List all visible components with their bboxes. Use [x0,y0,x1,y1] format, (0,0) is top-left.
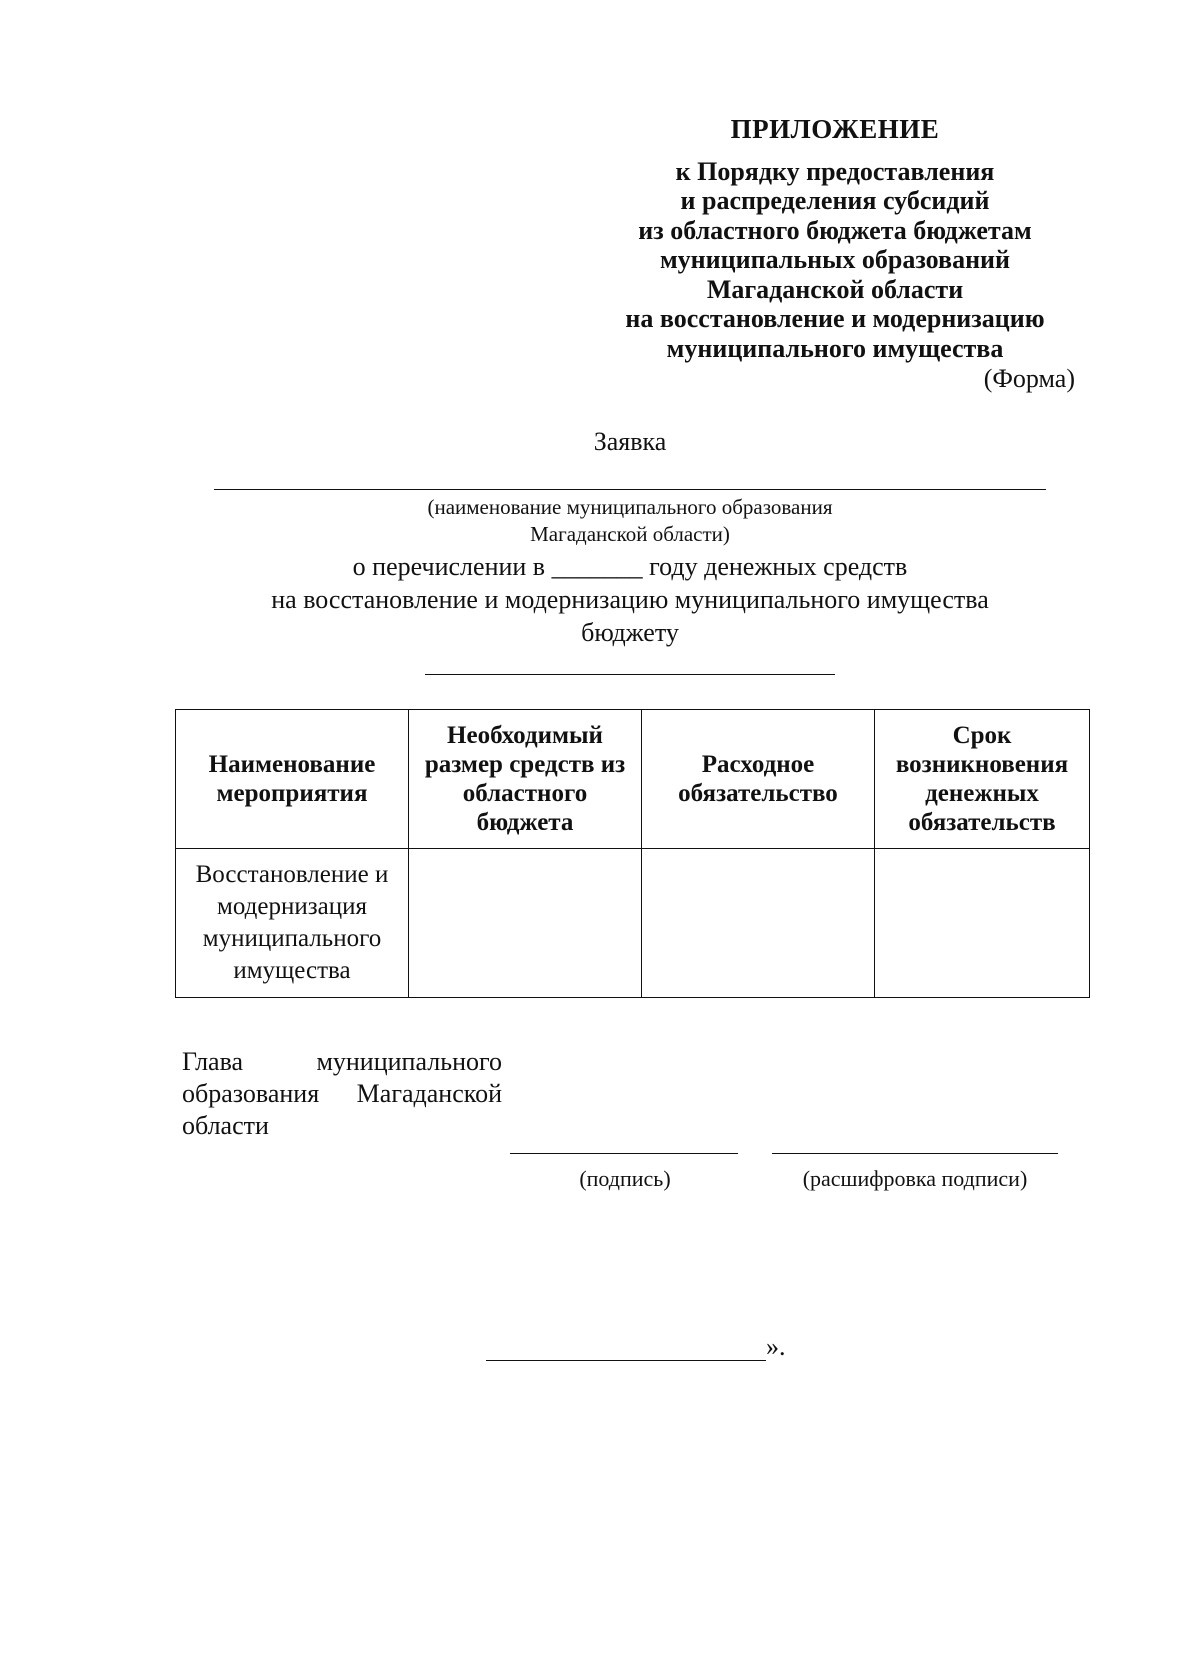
table-row [176,849,1090,998]
municipality-blank-line [214,489,1046,490]
closing-blank-line [486,1360,766,1361]
appendix-line: Магаданской области [706,274,964,304]
table-cell-funds [409,849,642,998]
appendix-line: к Порядку предоставления [675,156,995,186]
year-blank: _______ [551,552,643,581]
budget-blank-line [425,674,835,675]
municipality-head-label: Глава муниципального образования Магаданской области [182,1047,502,1140]
appendix-header [600,115,1070,363]
table-cell-measure: Восстановление и модернизация муниципального имущества [176,849,409,998]
appendix-line: муниципальных образований [659,245,1011,274]
table-header-row [176,710,1090,849]
signature-line [510,1153,738,1154]
table-cell-obligation [642,849,875,998]
application-line-2: на восстановление и модернизацию муниципального имущества [271,585,989,614]
appendix-line: на восстановление и модернизацию [625,304,1045,333]
municipality-caption-line: Магаданской области) [530,522,730,546]
signature-caption: (подпись) [579,1166,671,1191]
appendix-line: из областного бюджета бюджетам [638,215,1032,245]
appendix-line: муниципального имущества [666,333,1004,363]
application-line-1 [200,550,1060,583]
decoding-caption: (расшифровка подписи) [802,1166,1028,1191]
municipality-caption [200,494,1060,548]
column-header-funds: Необходимый размер средств из областного бюджета [409,710,642,849]
column-header-obligation: Расходное обязательство [642,710,875,849]
measures-table [175,709,1090,998]
closing-mark: ». [766,1332,786,1361]
appendix-line: и распределения субсидий [680,186,990,215]
table-cell-term [875,849,1090,998]
transfer-suffix: году денежных средств [649,552,908,581]
application-line-3: бюджету [581,618,679,647]
column-header-term: Срок возникновения денежных обязательств [875,710,1090,849]
column-header-measure: Наименование мероприятия [176,710,409,849]
application-body [200,550,1060,649]
appendix-title: ПРИЛОЖЕНИЕ [730,114,940,144]
signature-decoding-line [772,1153,1058,1154]
municipality-caption-line: (наименование муниципального образования [427,495,833,519]
application-title: Заявка [593,427,667,456]
form-label: (Форма) [983,364,1075,393]
transfer-prefix: о перечислении в [352,552,546,581]
